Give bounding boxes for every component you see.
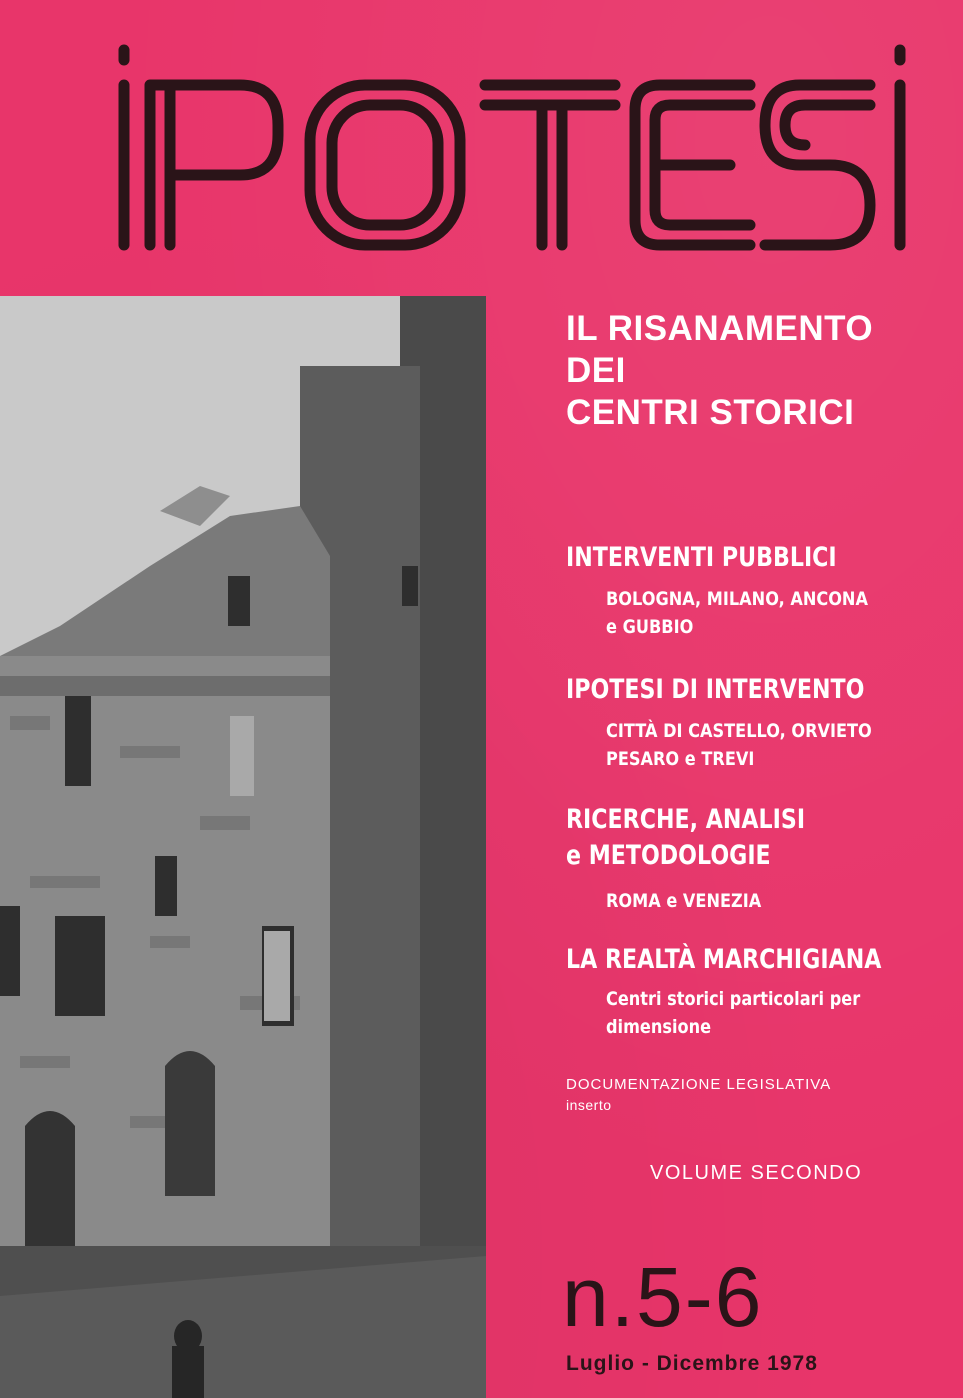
section-subtitle-interventi-pubblici [606,585,868,641]
section-subtitle-ipotesi-di-intervento [606,717,872,773]
masthead-logo [110,30,910,260]
subtitle-line: PESARO e TREVI [606,748,755,770]
section-title-ipotesi-di-intervento: IPOTESI DI INTERVENTO [566,674,865,705]
section-title-realta-marchigiana: LA REALTÀ MARCHIGIANA [566,944,882,975]
cover-photo [0,296,486,1398]
section-subtitle-ricerche [606,887,761,915]
subtitle-line: CITTÀ DI CASTELLO, ORVIETO [606,720,872,742]
section-title-ricerche [566,802,805,874]
title-line: RICERCHE, ANALISI [566,804,806,835]
documentazione-legislativa [566,1075,831,1115]
issue-date: Luglio - Dicembre 1978 [566,1352,818,1375]
section-title-interventi-pubblici: INTERVENTI PUBBLICI [566,542,837,573]
volume-label: VOLUME SECONDO [650,1162,863,1184]
headline-line: DEI [566,351,626,390]
title-line: e METODOLOGIE [566,840,771,871]
issue-number: n.5-6 [562,1250,764,1344]
documentazione-label: DOCUMENTAZIONE LEGISLATIVA [566,1076,832,1093]
subtitle-line: BOLOGNA, MILANO, ANCONA [606,588,868,610]
section-subtitle-realta-marchigiana [606,985,860,1041]
subtitle-line: Centri storici particolari per [606,988,861,1010]
subtitle-line: dimensione [606,1016,712,1038]
headline-line: CENTRI STORICI [566,393,855,432]
inserto-label: inserto [566,1097,612,1113]
subtitle-line: ROMA e VENEZIA [606,890,762,912]
headline-line: IL RISANAMENTO [566,309,874,348]
subtitle-line: e GUBBIO [606,616,694,638]
cover-headline [566,308,873,434]
